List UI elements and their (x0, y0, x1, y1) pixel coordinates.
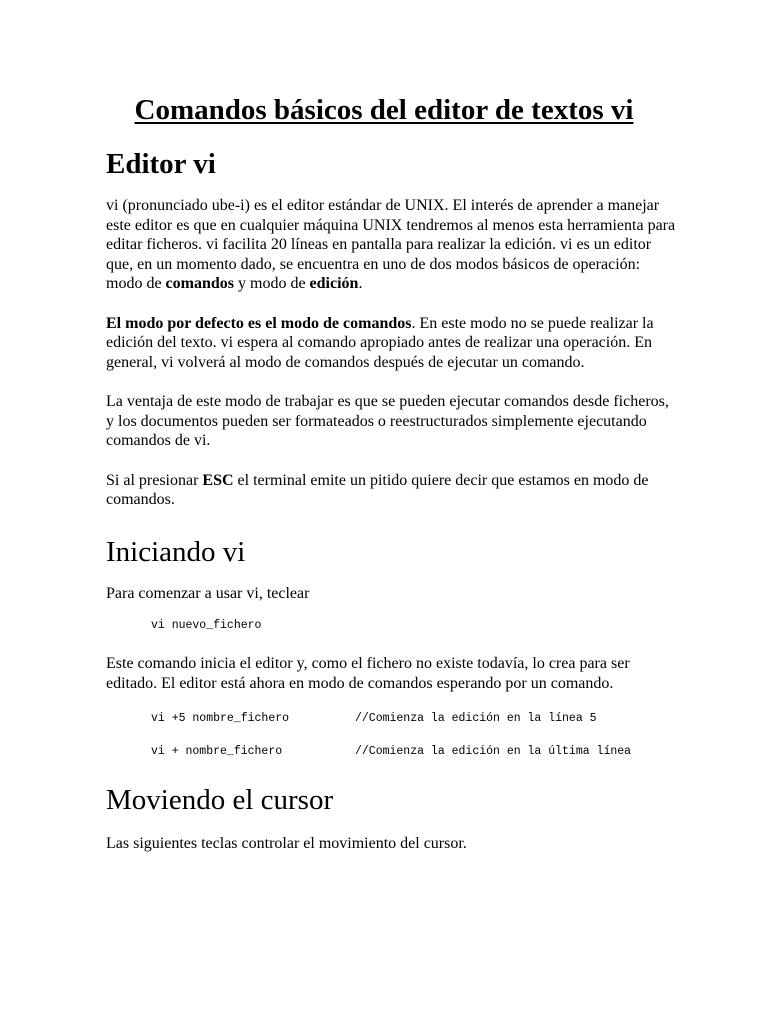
code-comment: //Comienza la edición en la línea 5 (355, 712, 597, 725)
paragraph-text: vi (pronunciado ube-i) es el editor estándar de UNIX. El interés de aprender a manejar este editor es que en cualquier máquina UNIX tendremos al menos esta herramienta para editar ficheros. vi facilita 20 líneas en pantalla para realizar la edición. vi es un editor que, en un momento dado, se encuentra en uno de dos modos básicos de operación: modo de (106, 197, 676, 292)
code-line-last-line (106, 744, 676, 760)
paragraph-command-explain: Este comando inicia el editor y, como el fichero no existe todavía, lo crea para ser editado. El editor está ahora en modo de comandos esperando por un comando. (106, 655, 630, 692)
paragraph-text: . En este modo no se puede realizar la edición del texto. vi espera al comando apropiado antes de realizar una operación. En general, vi volverá al modo de comandos después de ejecutar un comando. (106, 314, 654, 371)
paragraph-esc (106, 471, 676, 510)
code-line-new-file: vi nuevo_fichero (151, 619, 262, 632)
bold-comandos: comandos (165, 275, 234, 292)
heading-iniciando-vi: Iniciando vi (106, 535, 246, 568)
bold-edicion: edición (309, 275, 359, 292)
code-command: vi + nombre_fichero (151, 745, 283, 758)
heading-moviendo-cursor: Moviendo el cursor (106, 784, 334, 816)
paragraph-text: y modo de (234, 275, 310, 292)
paragraph-cursor-keys: Las siguientes teclas controlar el movimiento del cursor. (106, 835, 467, 852)
page-title: Comandos básicos del editor de textos vi (134, 94, 634, 126)
paragraph-text: Si al presionar (106, 471, 203, 489)
bold-esc: ESC (202, 471, 234, 489)
code-line-line5 (106, 711, 676, 727)
paragraph-text: La ventaja de este modo de trabajar es que se pueden ejecutar comandos desde ficheros, y los documentos pueden ser formateados o reestructurados simplemente ejecutando comandos de vi. (106, 393, 669, 449)
paragraph-default-mode (106, 314, 676, 373)
code-comment: //Comienza la edición en la última línea (355, 745, 632, 758)
paragraph-start-vi: Para comenzar a usar vi, teclear (106, 584, 310, 602)
heading-editor-vi: Editor vi (106, 148, 216, 180)
paragraph-editor-intro (106, 196, 676, 294)
document-body (106, 142, 676, 854)
bold-default-mode: El modo por defecto es el modo de comandos (106, 314, 412, 332)
paragraph-advantage (106, 392, 676, 451)
paragraph-text: . (358, 275, 363, 292)
code-command: vi +5 nombre_fichero (151, 712, 290, 725)
paragraph-text: el terminal emite un pitido quiere decir que estamos en modo de comandos. (106, 471, 649, 508)
